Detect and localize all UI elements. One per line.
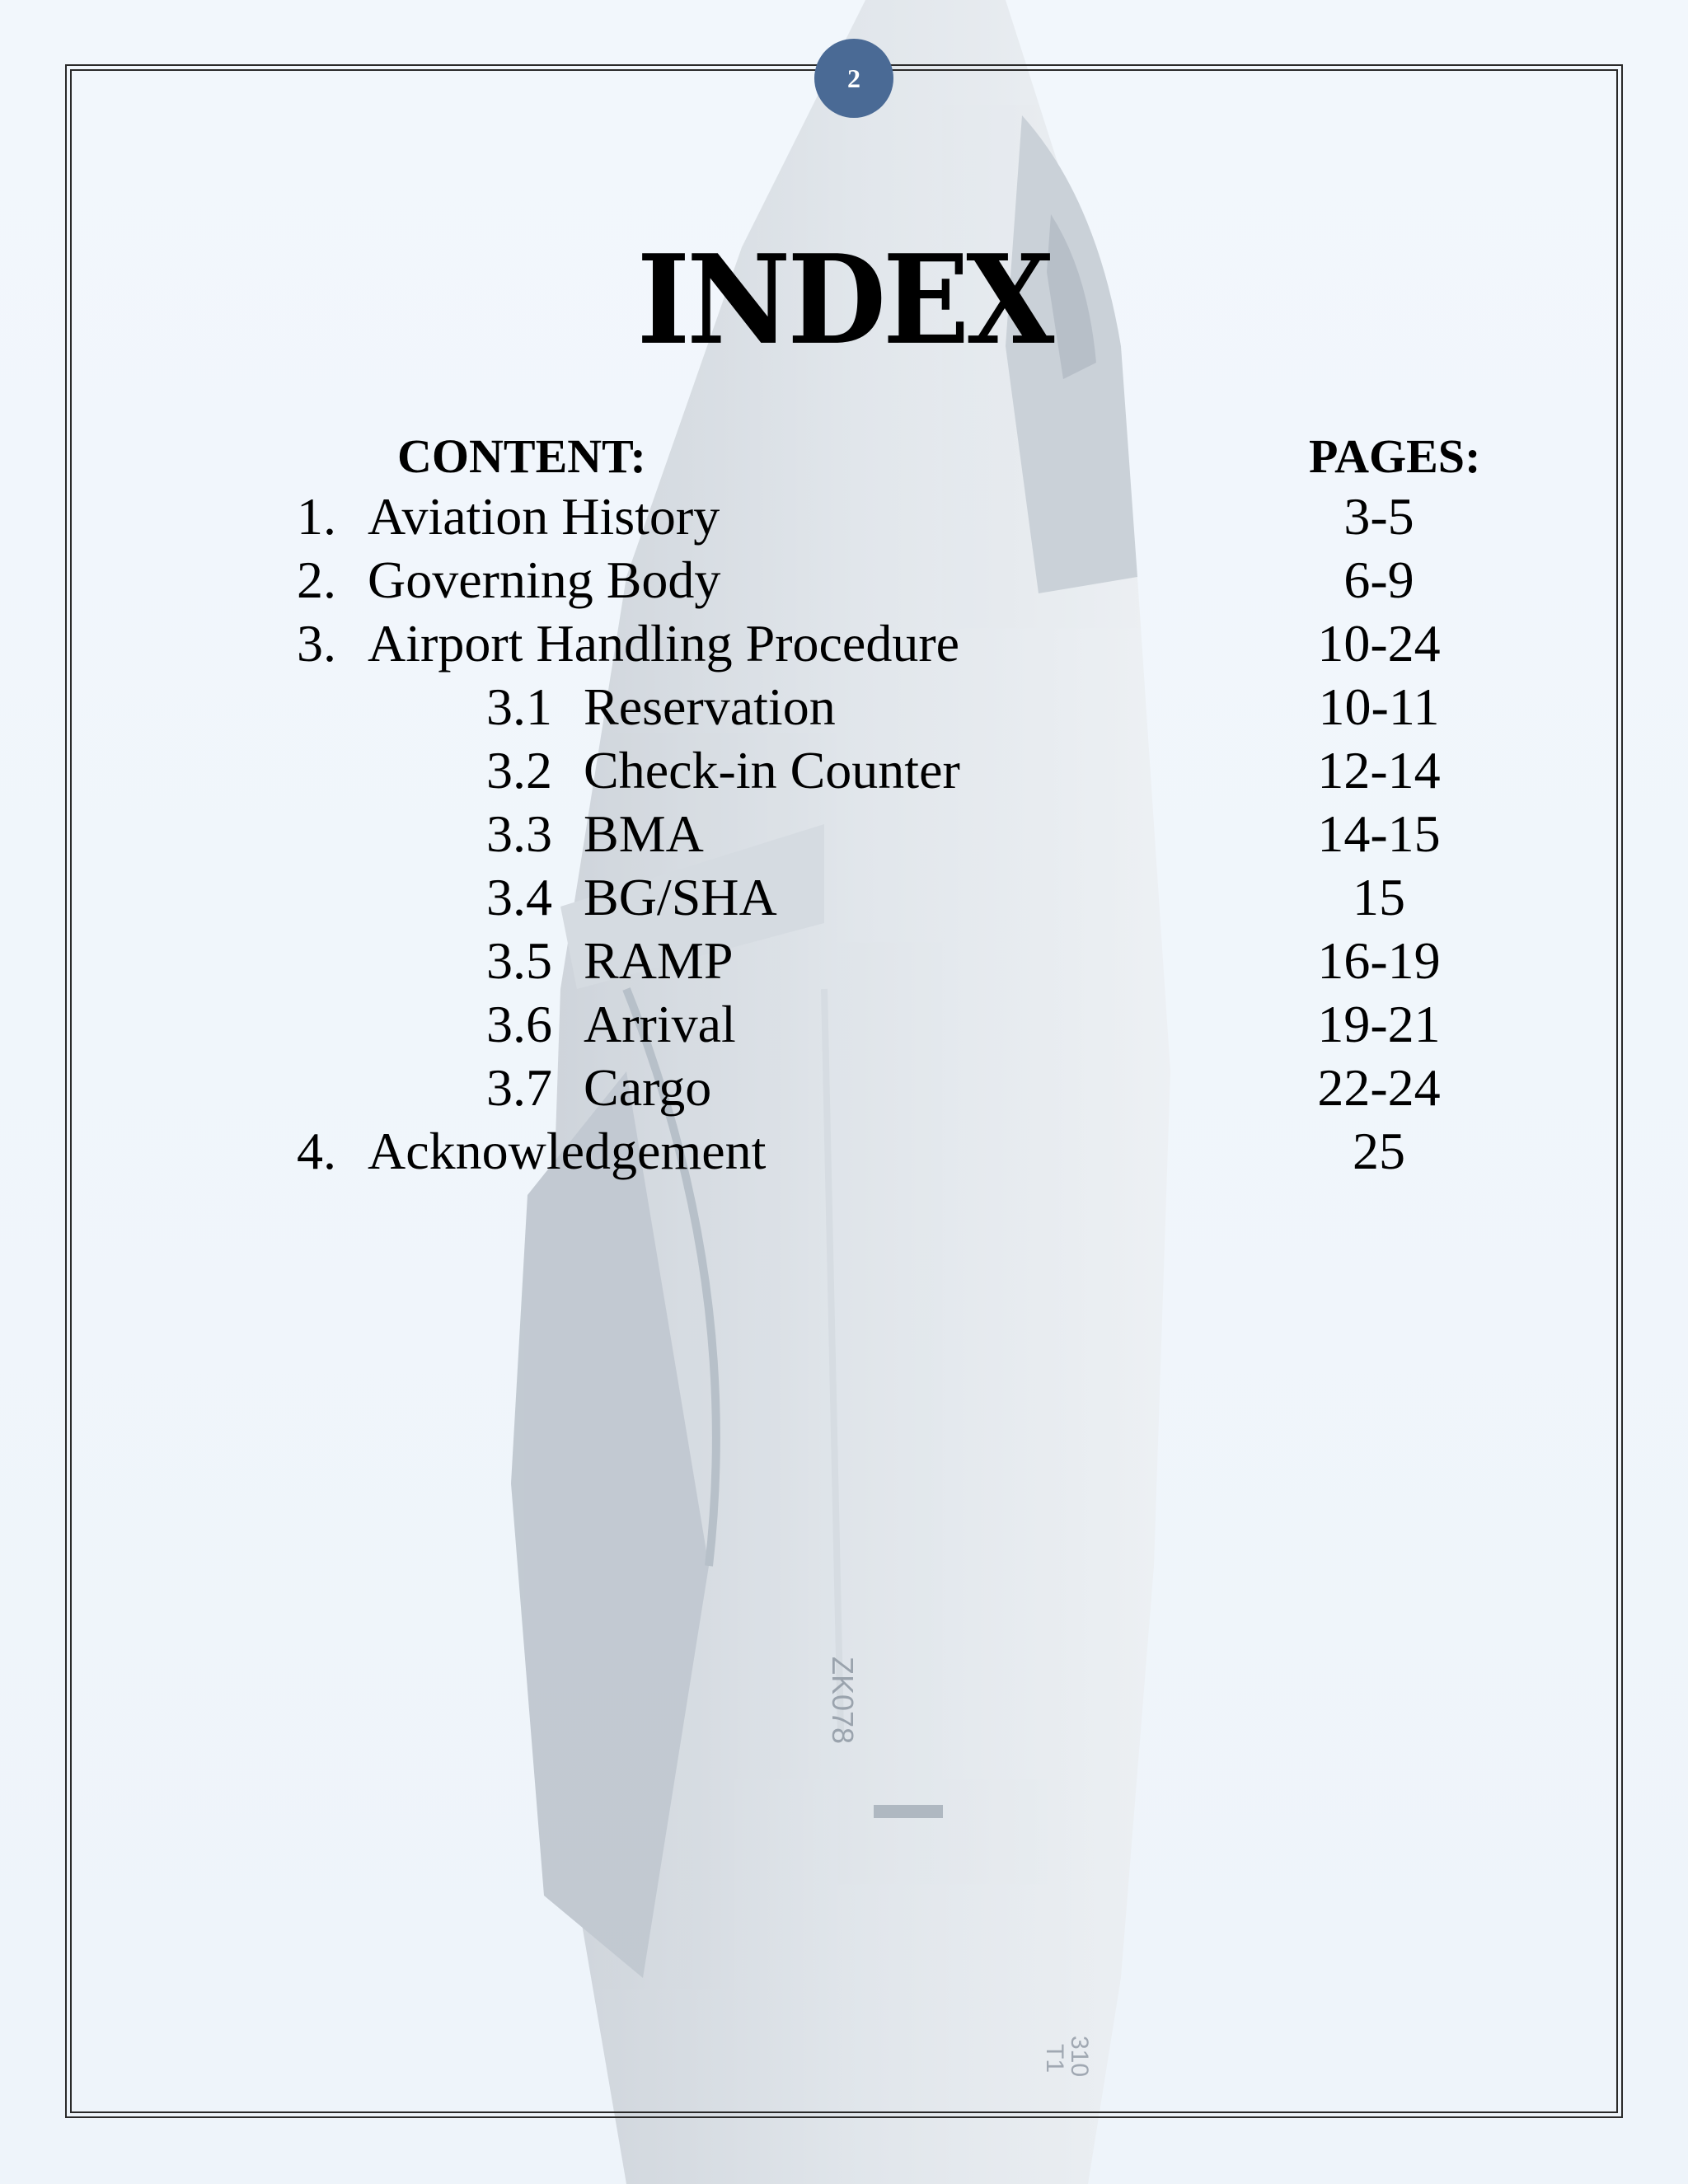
toc-subentry <box>0 867 1688 930</box>
toc-entry <box>0 550 1688 613</box>
toc-entry-number: 3.4 <box>486 868 552 926</box>
pages-column-header: PAGES: <box>1309 429 1481 483</box>
toc-entry-number: 3.3 <box>486 804 552 863</box>
toc-entry-label: BG/SHA <box>584 868 777 926</box>
toc-entry-label: Governing Body <box>368 551 721 609</box>
toc-entry-number: 3.1 <box>486 677 552 736</box>
toc-entry-pages: 12-14 <box>1317 741 1441 799</box>
toc-entry-number: 3.6 <box>486 995 552 1053</box>
toc-subentry <box>0 804 1688 867</box>
toc-entry-number: 3.5 <box>486 931 552 990</box>
page-title: INDEX <box>636 227 1052 373</box>
toc-entry-label: Acknowledgement <box>368 1122 767 1180</box>
toc-entry-pages: 10-11 <box>1318 677 1440 736</box>
toc-entry-pages: 10-24 <box>1317 614 1441 673</box>
toc-entry-label: Arrival <box>584 995 736 1053</box>
toc-entry-label: Airport Handling Procedure <box>368 614 960 673</box>
toc-subentry <box>0 677 1688 740</box>
toc-entry-pages: 14-15 <box>1317 804 1441 863</box>
toc-entry <box>0 486 1688 550</box>
toc-entry-pages: 25 <box>1353 1122 1405 1180</box>
toc-entry-label: Cargo <box>584 1058 712 1117</box>
toc-entry-pages: 16-19 <box>1317 931 1441 990</box>
content-column-header: CONTENT: <box>397 429 646 483</box>
toc-entry-number: 1. <box>297 487 336 546</box>
svg-text:310: 310 <box>1066 2036 1093 2078</box>
toc-entry-number: 3.2 <box>486 741 552 799</box>
toc-subentry <box>0 930 1688 994</box>
toc-entry-label: Aviation History <box>368 487 720 546</box>
svg-text:ZK078: ZK078 <box>826 1657 860 1745</box>
toc-entry-number: 2. <box>297 551 336 609</box>
toc-subentry <box>0 1057 1688 1121</box>
toc-entry-label: BMA <box>584 804 704 863</box>
toc-entry-number: 3.7 <box>486 1058 552 1117</box>
toc-entry-label: Reservation <box>584 677 836 736</box>
svg-text:T1: T1 <box>1041 2044 1068 2074</box>
toc-entry-label: Check-in Counter <box>584 741 960 799</box>
toc-subentry <box>0 994 1688 1057</box>
toc-entry-number: 3. <box>297 614 336 673</box>
toc-entry <box>0 1121 1688 1184</box>
toc-entry-number: 4. <box>297 1122 336 1180</box>
toc-entry-pages: 22-24 <box>1317 1058 1441 1117</box>
toc-entry-pages: 6-9 <box>1343 551 1414 609</box>
toc-entry-pages: 15 <box>1353 868 1405 926</box>
toc-entry-pages: 3-5 <box>1343 487 1414 546</box>
toc-entry-label: RAMP <box>584 931 734 990</box>
toc-subentry <box>0 740 1688 804</box>
page-number-badge: 2 <box>814 39 893 118</box>
toc-entry <box>0 613 1688 677</box>
toc-entry-pages: 19-21 <box>1317 995 1441 1053</box>
